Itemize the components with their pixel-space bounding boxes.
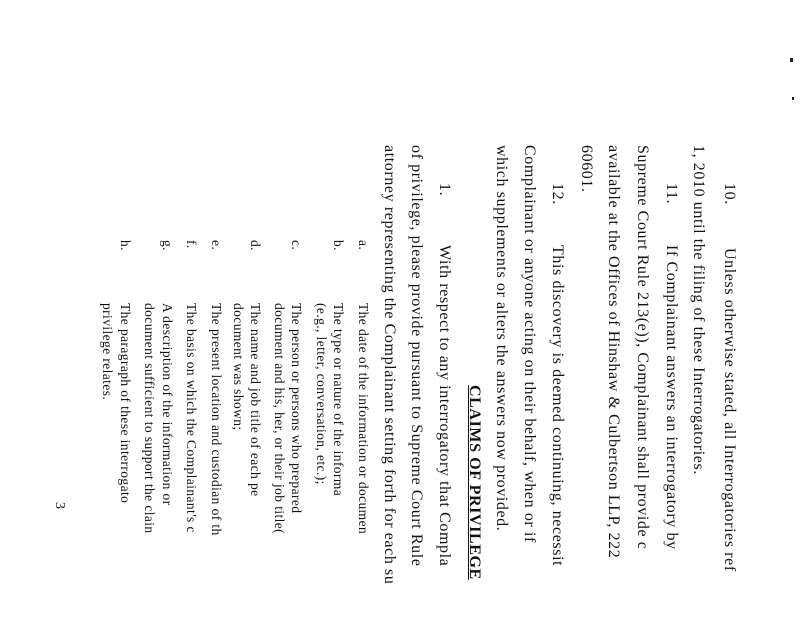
item-h-label: h.: [118, 240, 133, 251]
item-f-line-1: The basis on which the Complainant's c: [184, 303, 199, 533]
scan-speck: [792, 97, 794, 100]
para-11-line-2: Supreme Court Rule 213(e)), Complainant shall provide c: [634, 145, 651, 550]
item-d-label: d.: [248, 240, 263, 251]
page-number: 3: [52, 502, 67, 510]
para-10-number: 10.: [721, 183, 738, 205]
item-d-line-1: The name and job title of each pe: [248, 303, 263, 497]
scan-speck: [790, 58, 793, 62]
para-12-line-3: which supplements or alters the answers now provided.: [493, 145, 510, 532]
item-a-label: a.: [356, 240, 371, 251]
section-heading: CLAIMS OF PRIVILEGE: [466, 385, 483, 580]
item-h-line-2: privilege relates.: [100, 303, 115, 401]
item-g-line-2: document sufficient to support the clain: [142, 303, 157, 534]
para-11-line-4: 60601.: [578, 145, 595, 193]
item-b-label: b.: [331, 240, 346, 251]
item-b-line-2: (e.g., letter, conversation, etc.);: [314, 303, 329, 485]
para-12-line-1: This discovery is deemed continuing, necessit: [549, 245, 566, 567]
para-12-number: 12.: [549, 183, 566, 205]
para-11-line-1: If Complainant answers an interrogatory by: [663, 245, 680, 550]
privilege-number: 1.: [436, 183, 453, 197]
item-a-line-1: The date of the information or documen: [356, 303, 371, 535]
para-12-line-2: Complainant or anyone acting on their behalf, when or if: [521, 145, 538, 543]
item-d-line-2: document was shown;: [231, 303, 246, 431]
privilege-line-3: attorney representing the Complainant setting forth for each su: [381, 145, 398, 585]
item-c-line-1: The person or persons who prepared: [289, 303, 304, 514]
item-e-label: e.: [209, 240, 224, 251]
item-g-label: g.: [160, 240, 175, 251]
privilege-line-1: With respect to any interrogatory that Compla: [436, 245, 453, 567]
item-f-label: f.: [184, 240, 199, 249]
item-b-line-1: The type or nature of the informa: [331, 303, 346, 497]
item-e-line-1: The present location and custodian of th: [209, 303, 224, 536]
item-h-line-1: The paragraph of these interrogato: [118, 303, 133, 504]
privilege-line-2: of privilege, please provide pursuant to Supreme Court Rule: [408, 145, 425, 567]
para-11-line-3: available at the Offices of Hinshaw & Culbertson LLP, 222: [605, 145, 622, 559]
para-10-line-1: Unless otherwise stated, all Interrogatories ref: [721, 248, 738, 572]
item-c-label: c.: [289, 240, 304, 251]
item-c-line-2: document and his, her, or their job title(: [272, 303, 287, 535]
item-g-line-1: A description of the information or: [160, 303, 175, 506]
para-11-number: 11.: [663, 183, 680, 205]
para-10-line-2: 1, 2010 until the filing of these Interrogatories.: [690, 145, 707, 475]
